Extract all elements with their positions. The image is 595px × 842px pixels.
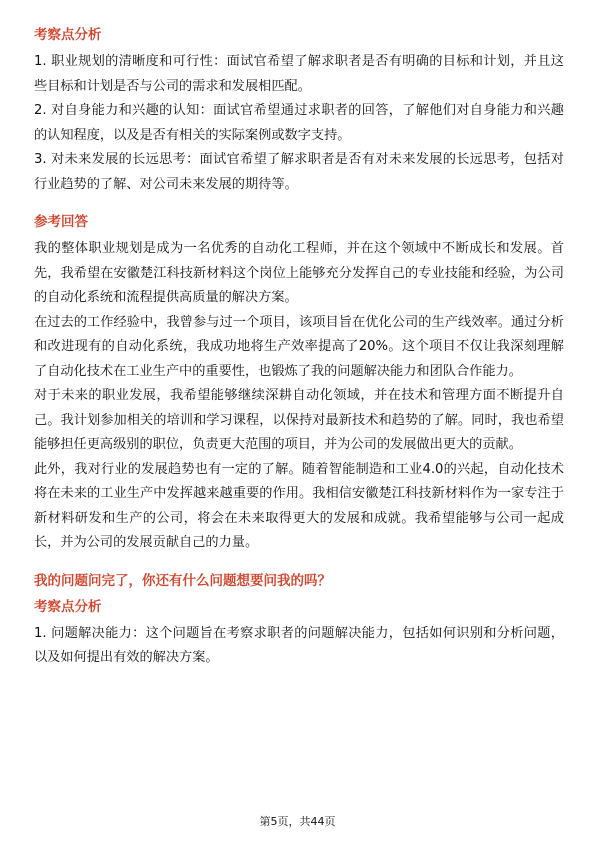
analysis-point-1: 1. 职业规划的清晰度和可行性：面试官希望了解求职者是否有明确的目标和计划，并且这些目标和计划是否与公司的需求和发展相匹配。 — [34, 54, 564, 94]
answer-paragraph-4: 此外，我对行业的发展趋势也有一定的了解。随着智能制造和工业4.0的兴起，自动化技术将在未来的工业生产中发挥越来越重要的作用。我相信安徽楚江科技新材料作为一家专注于新材料研发和生产的公司，将会在未来取得更大的发展和成就。我希望能够与公司一起成长，并为公司的发展贡献自己的力量。 — [34, 461, 564, 550]
answer-paragraph-2: 在过去的工作经验中，我曾参与过一个项目，该项目旨在优化公司的生产线效率。通过分析和改进现有的自动化系统，我成功地将生产效率提高了20%。这个项目不仅让我深刻理解了自动化技术在工业生产中的重要性，也锻炼了我的问题解决能力和团队合作能力。 — [34, 314, 564, 379]
analysis-2-point-1: 1. 问题解决能力：这个问题旨在考察求职者的问题解决能力，包括如何识别和分析问题，以及如何提出有效的解决方案。 — [34, 625, 564, 665]
section-heading-analysis: 考察点分析 — [34, 27, 102, 43]
section-heading-reference-answer: 参考回答 — [34, 214, 88, 230]
answer-paragraph-1: 我的整体职业规划是成为一名优秀的自动化工程师，并在这个领域中不断成长和发展。首先，我希望在安徽楚江科技新材料这个岗位上能够充分发挥自己的专业技能和经验，为公司的自动化系统和流程提供高质量的解决方案。 — [34, 241, 564, 305]
section-heading-analysis-2: 考察点分析 — [34, 598, 102, 615]
analysis-point-2: 2. 对自身能力和兴趣的认知：面试官希望通过求职者的回答，了解他们对自身能力和兴趣的认知程度，以及是否有相关的实际案例或数字支持。 — [34, 103, 564, 143]
analysis-point-3: 3. 对未来发展的长远思考：面试官希望了解求职者是否有对未来发展的长远思考，包括对行业趋势的了解、对公司未来发展的期待等。 — [34, 152, 564, 192]
page-number: 第5页，共44页 — [259, 815, 336, 828]
answer-paragraph-3: 对于未来的职业发展，我希望能够继续深耕自动化领域，并在技术和管理方面不断提升自己。我计划参加相关的培训和学习课程，以保持对最新技术和趋势的了解。同时，我也希望能够担任更高级别的职位，负责更大范围的项目，并为公司的发展做出更大的贡献。 — [34, 388, 564, 452]
page-content — [34, 26, 564, 671]
question-title: 我的问题问完了，你还有什么问题想要问我的吗？ — [34, 572, 331, 589]
